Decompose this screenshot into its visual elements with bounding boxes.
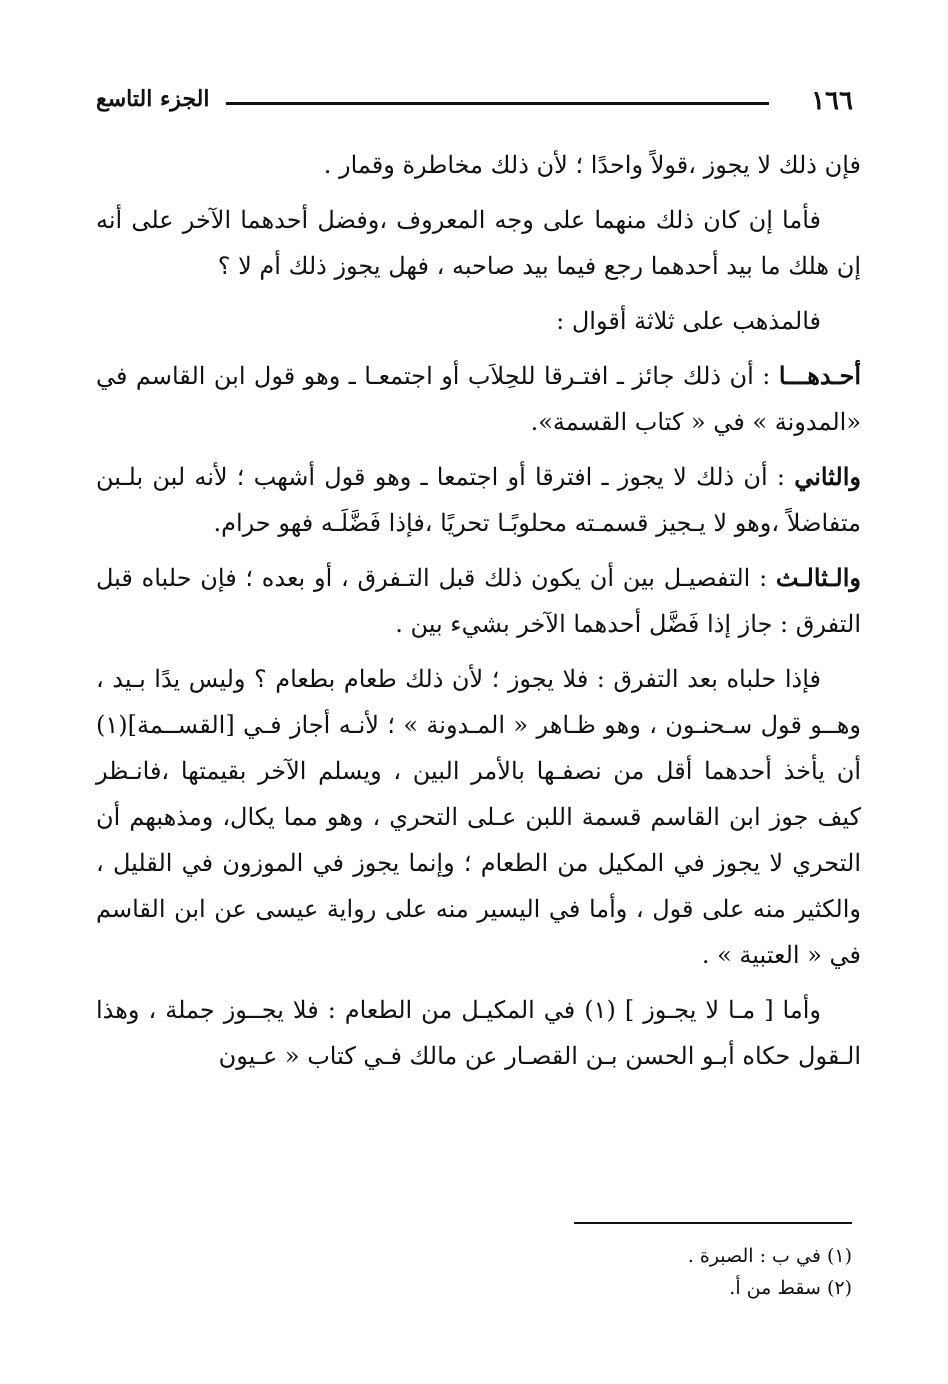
paragraph-text: فأما إن كان ذلك منهما على وجه المعروف ،وفضل أحدهما الآخر على أنه إن هلك ما بيد أحدهما رجع فيما بيد صاحبه ، فهل يجوز ذلك أم لا ؟ bbox=[96, 206, 861, 280]
paragraph-text: : أن ذلك لا يجوز ـ افترقا أو اجتمعا ـ وهو قول أشهب ؛ لأنه لبن بلـبن متفاضلاً ،وهو لا يـجيز قسمـته محلوبًـا تحريًا ،فإذا فَضَّلَـه فهو حرام. bbox=[96, 463, 861, 537]
footnote-rule bbox=[574, 1222, 852, 1224]
paragraph bbox=[96, 142, 861, 188]
paragraph bbox=[96, 555, 861, 647]
paragraph-text: : أن ذلك جائز ـ افتـرقا للحِلاَب أو اجتمعـا ـ وهو قول ابن القاسم في «المدونة » في « كتاب القسمة». bbox=[96, 362, 861, 436]
paragraph bbox=[96, 353, 861, 445]
volume-title: الجزء التاسع bbox=[96, 86, 210, 112]
paragraph-lead: والـثالـث bbox=[775, 563, 861, 592]
paragraph bbox=[96, 656, 861, 978]
paragraph-text: فالمذهب على ثلاثة أقوال : bbox=[556, 307, 821, 335]
paragraph bbox=[96, 454, 861, 546]
header-rule bbox=[226, 102, 769, 105]
paragraph-text: فإذا حلباه بعد التفرق : فلا يجوز ؛ لأن ذلك طعام بطعام ؟ وليس يدًا بـيد ، وهــو قول سـحنـون ، وهو ظـاهر « المـدونة » ؛ لأنـه أجاز فـي [القســمة](١) أن يأخذ أحدهما أقل من نصفـها بالأمر البين ، ويسلم الآخر بقيمتها ،فانـظر كيف جوز ابن القاسم قسمة اللبن عـلى التحري ، وهو مما يكال، ومذهبهم أن التحري لا يجوز في المكيل من الطعام ؛ وإنما يجوز في الموزون في القليل ، والكثير منه على قول ، وأما في اليسير منه على رواية عيسى عن ابن القاسم في « العتبية » . bbox=[96, 665, 862, 969]
paragraph bbox=[96, 298, 861, 344]
footnotes bbox=[352, 1240, 852, 1304]
paragraph-lead: أحـدهـــا bbox=[778, 361, 862, 390]
running-header bbox=[96, 86, 861, 120]
paragraph-text: : التفصيـل بين أن يكون ذلك قبل التـفرق ، أو بعده ؛ فإن حلباه قبل التفرق : جاز إذا فَضَّل أحدهما الآخر بشيء بين . bbox=[96, 564, 861, 638]
paragraph-text: وأما [ مـا لا يجـوز ] (١) في المكيـل من الطعام : فلا يجــوز جملة ، وهذا الـقول حكاه أبـو الحسن بـن القصـار عن مالك فـي كتاب « عـيون bbox=[96, 996, 861, 1070]
main-text bbox=[96, 142, 861, 1088]
page-number: ١٦٦ bbox=[811, 86, 853, 116]
paragraph-text: فإن ذلك لا يجوز ،قولاً واحدًا ؛ لأن ذلك مخاطرة وقمار . bbox=[323, 151, 861, 179]
paragraph bbox=[96, 987, 861, 1079]
paragraph bbox=[96, 197, 861, 289]
paragraph-lead: والثاني bbox=[794, 462, 861, 491]
footnote: (٢) سقط من أ. bbox=[729, 1277, 852, 1299]
footnote: (١) في ب : الصبرة . bbox=[687, 1245, 852, 1267]
